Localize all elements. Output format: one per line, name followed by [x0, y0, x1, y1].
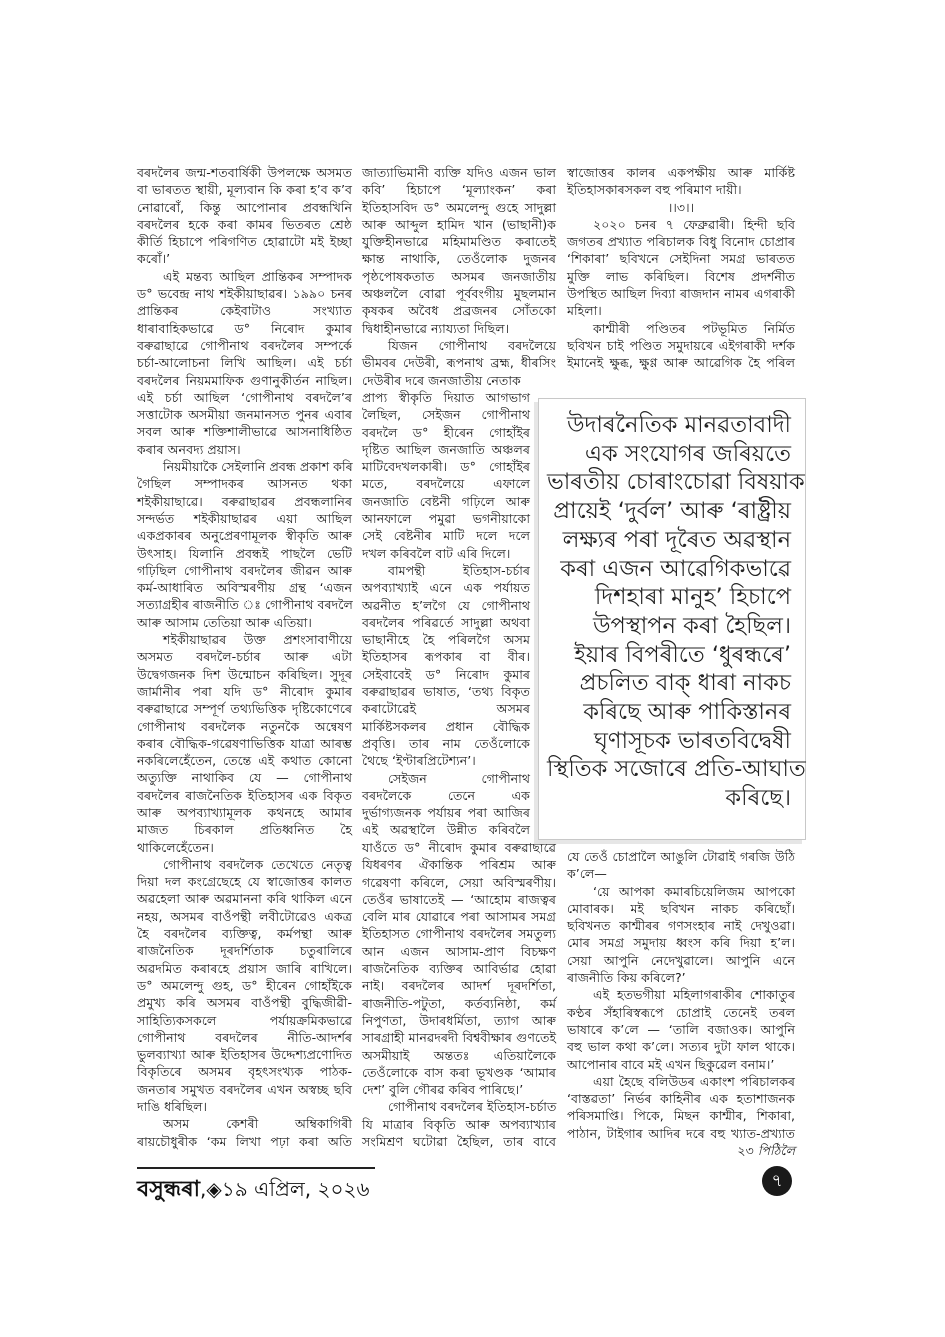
article-text-line: মতে, বৰদলৈয়ে এফালে [362, 476, 530, 492]
article-text-line: মোবাৰক। মই ছবিখন নাকচ কৰিছোঁ। [567, 900, 795, 916]
article-text-line: বৰদলৈ ড° হীৰেন গোহাঁইৰ [362, 424, 530, 440]
article-text-line: ৰাজনীতি কিয় কৰিলে?’ [567, 970, 686, 986]
article-text-line: দুৰ্ভাগ্যজনক পৰ্যায়ৰ পৰা আজিৰ [362, 805, 530, 821]
article-text-line: বৰদলৈৰ ৰাজনৈতিক ইতিহাসৰ এক বিকৃত [137, 787, 352, 803]
article-text-line: ৰায়চৌধুৰীক ‘কম লিখা পঢ়া কৰা অতি [137, 1133, 352, 1149]
article-text-line: বৰদলৈৰ পৰিৱৰ্তে সাদুল্লা অথবা [362, 614, 530, 630]
article-text-line: অৱদমিত কৰাৰহে প্ৰয়াস জাৰি ৰাখিলে। [137, 960, 352, 976]
article-text-line: আনফালে পমুৱা ভগনীয়াকো [362, 511, 530, 527]
article-text-line: পৃষ্ঠপোষকতাত অসমৰ জনজাতীয় [362, 268, 556, 284]
article-text-line: গঢ়িছিল গোপীনাথ বৰদলৈৰ জীৱন আৰু [137, 562, 352, 578]
article-text-line: উৎসাহ। যিলানি প্ৰবন্ধই পাছলৈ ভেটি [137, 545, 352, 561]
article-text-line: ড° ভবেন্দ্ৰ নাথ শইকীয়াছাৱৰ। ১৯৯০ চনৰ [137, 286, 352, 302]
article-text-line: অসম কেশৰী অম্বিকাগিৰী [163, 1116, 352, 1132]
article-text-line: বৰুৱাছাৱে সম্পূৰ্ণ তথ্যভিত্তিক দৃষ্টিকোণেৰে [137, 701, 352, 717]
article-text-line: নিপুণতা, উদাৰধৰ্মিতা, ত্যাগ আৰু [362, 1012, 556, 1028]
article-text-line: মাজত চিৰকাল প্ৰতিধ্বনিত হৈ [137, 822, 352, 838]
continued-label: পিঠিলৈ [757, 1143, 795, 1159]
pull-quote-line: ইয়াৰ বিপৰীতে ‘ধুৰন্ধৰে’ [574, 641, 791, 668]
pull-quote-line: কৰা এজন আৱেগিকভাৱে [560, 555, 791, 582]
article-text-line: ইতিহাসকাৰসকল বহু পৰিমাণ দায়ী। [567, 182, 742, 198]
article-text-line: সেইজন গোপীনাথ [388, 770, 530, 786]
article-text-line: সেই বেষ্টনীৰ মাটি দলে দলে [362, 528, 530, 544]
article-text-line: স্বাজোত্তৰ কালৰ একপক্ষীয় আৰু মাৰ্কিষ্ট [567, 165, 795, 180]
article-text-line: কৰাৰ বৌদ্ধিক-গৱেষণাভিত্তিক যাত্ৰা আৰম্ভ [137, 735, 352, 751]
article-text-line: দৃষ্টিত আছিল জনজাতি অঞ্চলৰ [362, 441, 530, 457]
article-text-line: বৰুৱাছাৱে গোপীনাথ বৰদলৈৰ সম্পৰ্কে [137, 337, 352, 353]
article-text-line: সংমিশ্ৰণ ঘটোৱা হৈছিল, তাৰ বাবে [362, 1134, 556, 1150]
article-text-line: চৰ্চা-আলোচনা লিখি আছিল। এই চৰ্চা [137, 355, 352, 371]
article-text-line: বিকৃতিৰে অসমৰ বৃহৎসংখ্যক পাঠক- [137, 1064, 352, 1080]
article-text-line: ৰাজনীতি-পটুতা, কৰ্তব্যনিষ্ঠা, কৰ্ম [362, 995, 556, 1011]
article-text-line: অসমত বৰদলৈ-চৰ্চাৰ আৰু এটা [137, 649, 352, 665]
article-text-line: শইকীয়াছাৱৰ উক্ত প্ৰশংসাবাণীয়ে [163, 632, 352, 648]
article-text-line: সত্তাটোক অসমীয়া জনমানসত পুনৰ এবাৰ [137, 407, 352, 423]
pull-quote-line: লক্ষ্যৰ পৰা দূৰৈত অৱস্থান [562, 526, 791, 553]
article-text-line: ‘য়ে আপকা কমাৰচিয়েলিজম আপকো [593, 883, 795, 899]
article-text-line: উপস্থিত আছিল দিব্যা ৰাজদান নামৰ এগৰাকী [567, 286, 795, 302]
article-text-line: এই অৱস্থালৈ উন্নীত কৰিবলৈ [362, 822, 530, 838]
footer-divider [137, 1167, 375, 1169]
article-text-line: দখল কৰিবলৈ বাট এৰি দিলে। [362, 545, 511, 561]
article-text-line: ভাষাৰে ক’লে — ‘তালি বজাওক। আপুনি [567, 1021, 795, 1037]
article-text-line: প্ৰাপ্য স্বীকৃতি দিয়াত আগভাগ [362, 390, 530, 405]
article-text-line: সেইবাবেই ড° নিৰোদ কুমাৰ [362, 666, 530, 682]
article-text-line: হৈ বৰদলৈৰ ব্যক্তিত্ব, কৰ্মপন্থা আৰু [137, 926, 352, 942]
article-text-line: এয়া হৈছে বলিউডৰ একাংশ পৰিচালকৰ [593, 1073, 795, 1089]
article-text-line: বা ভাৰতত স্থায়ী, মূল্যবান কি কৰা হ’ব ক’ব [137, 182, 352, 198]
article-text-line: মহিলা। [567, 303, 602, 319]
article-text-line: দাঙি ধৰিছিল। [137, 1099, 207, 1115]
article-text-line: আপোনাৰ বাবে মই এখন ছিকুৱেল বনাম।’ [567, 1056, 775, 1072]
article-text-line: এই মন্তব্য আছিল প্ৰান্তিকৰ সম্পাদক [163, 268, 352, 284]
article-text-line: গোপীনাথ বৰদলৈৰ ইতিহাস-চৰ্চাত [388, 1099, 557, 1115]
article-text-line: সবল আৰু শক্তিশালীভাৱে আসনাধিষ্ঠিত [137, 424, 352, 440]
pull-quote-line: প্ৰচলিত বাক্ ধাৰা নাকচ [579, 670, 791, 697]
article-text-line: যুক্তিহীনভাৱে মহিমামণ্ডিত কৰাতেই [362, 234, 556, 250]
article-text-line: কৰ্ম-আধাৰিত অবিস্মৰণীয় গ্ৰন্থ ‘এজন [137, 580, 352, 596]
article-text-line: সাহিত্যিকসকলে পৰ্যায়ক্ৰমিকভাৱে [137, 1012, 352, 1028]
article-text-line: পৰিসমাপ্তি। পিকে, মিছন কাশ্মীৰ, শিকাৰা, [567, 1108, 795, 1124]
article-text-line: পাঠান, টাইগাৰ আদিৰ দৰে বহু খ্যাত-প্ৰখ্যাত [567, 1125, 795, 1141]
article-column-3-bottom [567, 848, 795, 1159]
footer-separator: ,◈ [199, 1177, 222, 1201]
article-text-line: জাৰ্মানীৰ পৰা যদি ড° নীৰোদ কুমাৰ [137, 683, 352, 699]
article-text-line: বৰদলৈৰ হকে কৰা কামৰ ভিতৰত শ্ৰেষ্ঠ [137, 216, 352, 232]
article-text-line: সন্দৰ্ভত শইকীয়াছাৱৰ এয়া আছিল [137, 510, 352, 526]
article-text-line: প্ৰমুখ্য কৰি অসমৰ বাওঁপন্থী বুদ্ধিজীৱী- [137, 995, 352, 1011]
pull-quote-line: ভাৰতীয় চোৰাংচোৱা বিষয়াক [547, 469, 805, 496]
article-text-line: ।।৩।। [667, 199, 695, 215]
article-text-line: এই চৰ্চা আছিল ‘গোপীনাথ বৰদলৈ’ৰ [137, 389, 352, 405]
article-column-2-middle [362, 389, 530, 839]
article-text-line: ভুলব্যাখ্যা আৰু ইতিহাসৰ উদ্দেশ্যপ্ৰণোদিত [137, 1047, 352, 1063]
article-text-line: বৰুৱাছাৱৰ ভাষাত, ‘তথ্য বিকৃত [362, 684, 530, 700]
article-column-2-bottom [362, 839, 556, 1150]
article-text-line: কণ্ঠৰ সঁহাৰিস্বৰূপে চোপ্ৰাই তেনেই তৰল [567, 1004, 795, 1020]
article-text-line: কবি’ হিচাপে ‘মূল্যাংকন’ কৰা [362, 182, 556, 198]
article-text-line: ৰাজনৈতিক ব্যক্তিৰ আবিৰ্ভাৱ হোৱা [362, 961, 556, 977]
pull-quote-line: ঘৃণাসূচক ভাৰতবিদ্বেষী [594, 727, 791, 754]
article-text-line: ক’লে— [567, 866, 607, 882]
article-text-line: নকৰিলেহেঁতেন, তেন্তে এই কথাত কোনো [137, 753, 352, 769]
article-text-line: উদ্বেগজনক দিশ উন্মোচন কৰিছিল। সুদূৰ [137, 666, 352, 682]
article-text-line: বৰদলৈৰ জন্ম-শতবাৰ্ষিকী উপলক্ষে অসমত [137, 165, 352, 180]
article-text-line: সেয়া আপুনি নেদেখুৱালে। আপুনি এনে [567, 952, 795, 968]
article-text-line: ক্ষান্ত নাথাকি, তেওঁলোক দুজনৰ [362, 251, 556, 267]
article-text-line: ‘বাস্তৱতা’ নিৰ্ভৰ কাহিনীৰ এক হতাশাজনক [567, 1091, 795, 1107]
article-text-line: কাশ্মীৰী পণ্ডিতৰ পটভূমিত নিৰ্মিত [593, 320, 795, 336]
article-text-line: গোপীনাথ বৰদলৈৰ নীতি-আদৰ্শৰ [137, 1029, 352, 1045]
article-text-line: থাকিলেহেঁতেন। [137, 839, 214, 855]
publication-logo: বসুন্ধৰা [137, 1176, 200, 1202]
article-text-line: এই হতভগীয়া মহিলাগৰাকীৰ শোকাতুৰ [593, 987, 795, 1003]
article-text-line: গৱেষণা কৰিলে, সেয়া অবিস্মৰণীয়। [362, 874, 556, 890]
article-text-line: বামপন্থী ইতিহাস-চৰ্চাৰ [388, 562, 530, 578]
issue-date: ১৯ এপ্ৰিল, ২০২৬ [221, 1177, 370, 1201]
article-text-line: ভাছানীহে হৈ পৰিলগৈ অসম [362, 632, 530, 648]
article-text-line: জাত্যাভিমানী ব্যক্তি যদিও এজন ভাল [362, 165, 556, 180]
article-text-line: আৰু আব্দুল হামিদ খান (ভাছানী)ক [362, 216, 556, 232]
article-text-line: সত্যাগ্ৰহীৰ ৰাজনীতি ঃ গোপীনাথ বৰদলৈ [137, 597, 353, 613]
continued-page-number: ২৩ [737, 1143, 754, 1159]
article-text-line: মুক্তি লাভ কৰিছিল। বিশেষ প্ৰদৰ্শনীত [567, 268, 795, 284]
article-text-line: কৰোঁ।’ [137, 251, 171, 267]
article-text-line: নোৱাৰোঁ, কিন্তু আপোনাৰ প্ৰবন্ধখিনি [137, 199, 352, 215]
pull-quote-line: উপস্থাপন কৰা হৈছিল। [593, 612, 791, 639]
article-text-line: গোপীনাথ বৰদলৈক তেখেতে নেতৃত্ব [163, 856, 352, 872]
article-text-line: একপ্ৰকাৰৰ অনুপ্ৰেৰণামূলক স্বীকৃতি আৰু [137, 528, 352, 544]
article-text-line: সাৰগ্ৰাহী মানৱদৰদী বিশ্ববীক্ষাৰ গুণতেই [362, 1030, 556, 1046]
pull-quote-line: স্থিতিক সজোৰে প্ৰতি-আঘাত [547, 756, 806, 783]
article-text-line: ভীমবৰ দেউৰী, ৰূপনাথ ব্ৰহ্ম, ধীৰসিং [362, 355, 556, 371]
article-text-line: ২০২০ চনৰ ৭ ফেব্ৰুৱাৰী। হিন্দী ছবি [593, 216, 795, 232]
article-text-line: যি মাত্ৰাৰ বিকৃতি আৰু অপব্যাখ্যাৰ [362, 1116, 556, 1132]
article-text-line: অপব্যাখ্যাই এনে এক পৰ্যায়ত [362, 580, 530, 596]
article-text-line: বহু ভাল কথা ক’লে। সত্যৰ দুটা ফাল থাকে। [567, 1039, 795, 1055]
article-column-3-top [567, 164, 795, 372]
article-text-line: লৈছিল, সেইজন গোপীনাথ [362, 407, 530, 423]
article-text-line: প্ৰবৃত্তি। তাৰ নাম তেওঁলোকে [362, 735, 530, 751]
article-column-2-top [362, 164, 556, 389]
article-text-line: ইতিহাসত গোপীনাথ বৰদলৈৰ সমতুল্য [362, 926, 556, 942]
article-text-line: বৰদলৈকে তেনে এক [362, 787, 530, 803]
pull-quote-line: দিশহাৰা মানুহ’ হিচাপে [594, 584, 791, 611]
article-text-line: প্ৰান্তিকৰ কেইবাটাও সংখ্যাত [137, 303, 352, 319]
article-text-line: মাটিবেদখলকাৰী। ড° গোহাঁইৰ [362, 459, 530, 475]
pull-quote-line: কৰিছে আৰু পাকিস্তানৰ [583, 699, 791, 726]
article-text-line: ছবিখনত কাশ্মীৰৰ গণসংহাৰ নাই দেখুওৱা। [567, 918, 795, 934]
article-text-line: থৈছে ‘ইণ্টাৰপ্ৰিটেশ্যন’। [362, 753, 476, 769]
article-text-line: জনতাৰ সমুখত বৰদলৈৰ এখন অস্বচ্ছ ছবি [137, 1081, 352, 1097]
article-text-line: ইতিহাসৰ ৰূপকাৰ বা বীৰ। [362, 649, 530, 665]
article-text-line: আৰু অপব্যাখ্যামূলক কথনহে আমাৰ [137, 804, 352, 820]
article-column-1 [137, 164, 352, 1150]
pull-quote-line: উদাৰনৈতিক মানৱতাবাদী [567, 412, 791, 438]
article-text-line: তেওঁলোকে বাস কৰা ভূখণ্ডক ‘আমাৰ [362, 1064, 556, 1080]
article-text-line: যিধৰণৰ ঐকান্তিক পৰিশ্ৰম আৰু [362, 857, 556, 873]
article-text-line: যে তেওঁ চোপ্ৰালৈ আঙুলি টোৱাই গৰজি উঠি [567, 849, 795, 864]
article-text-line: ছবিখন চাই পণ্ডিত সমুদায়ৰে এইগৰাকী দৰ্শক [567, 337, 795, 353]
article-text-line: গোপীনাথ বৰদলৈক নতুনকৈ অন্বেষণ [137, 718, 352, 734]
article-text-line: নাই। বৰদলৈৰ আদৰ্শ দূৰদৰ্শিতা, [362, 978, 556, 994]
article-text-line: ইতিহাসবিদ ড° অমলেন্দু গুহে সাদুল্লা [362, 199, 556, 215]
pull-quote-line: কৰিছে। [725, 785, 791, 812]
article-text-line: ড° অমলেন্দু গুহ, ড° হীৰেন গোহাঁইকে [137, 977, 352, 993]
article-text-line: ৰাজনৈতিক দূৰদৰ্শিতাক চতুৰালিৰে [137, 943, 352, 959]
page-number-badge: ৭ [762, 1166, 792, 1196]
article-text-line: শইকীয়াছাৱে। বৰুৱাছাৱৰ প্ৰবন্ধলানিৰ [137, 493, 352, 509]
article-text-line: কীৰ্তি হিচাপে পৰিগণিত হোৱাটো মই ইচ্ছা [137, 234, 352, 250]
pull-quote-line: এক সংযোগৰ জৰিয়তে [584, 440, 791, 467]
article-text-line: দেশ’ বুলি গৌৰৱ কৰিব পাৰিছে।’ [362, 1082, 524, 1098]
page-footer [137, 1172, 370, 1209]
article-text-line: নহয়, অসমৰ বাওঁপন্থী লবীটোৱেও একত্ৰ [137, 908, 352, 924]
article-text-line: কৃষকৰ অবৈধ প্ৰব্ৰজনৰ সোঁতকো [362, 303, 556, 319]
article-text-line: জগতৰ প্ৰখ্যাত পৰিচালক বিধু বিনোদ চোপ্ৰাৰ [567, 234, 795, 250]
article-text-line: তেওঁৰ ভাষাতেই — ‘আহোম ৰাজত্বৰ [362, 891, 556, 907]
article-text-line: ‘শিকাৰা’ ছবিখনে সেইদিনা সমগ্ৰ ভাৰতত [567, 251, 795, 267]
article-text-line: অৱনীত হ’লগৈ যে গোপীনাথ [362, 597, 530, 613]
article-text-line: অঞ্চললৈ বোৱা পূৰ্ববংগীয় মুছলমান [362, 286, 556, 302]
pull-quote-box [538, 398, 806, 840]
article-text-line: গৈছিল সম্পাদকৰ আসনত থকা [137, 476, 352, 492]
article-text-line: দেউৰীৰ দৰে জনজাতীয় নেতাক [362, 372, 521, 388]
article-text-line: মাৰ্কিষ্টসকলৰ প্ৰধান বৌদ্ধিক [362, 718, 530, 734]
article-text-line: অসমীয়াই অন্ততঃ এতিয়ালৈকে [362, 1047, 556, 1063]
article-text-line: কৰাটোৱেই অসমৰ [362, 701, 530, 717]
article-text-line: বেলি মাৰ যোৱাৰে পৰা আসামৰ সমগ্ৰ [362, 909, 556, 925]
article-text-line: বৰদলৈৰ নিয়মমাফিক গুণানুকীৰ্তন নাছিল। [137, 372, 352, 388]
article-text-line: দ্বিধাহীনভাৱে ন্যায্যতা দিছিল। [362, 320, 510, 336]
pull-quote-line: প্ৰায়েই ‘দুৰ্বল’ আৰু ‘ৰাষ্ট্ৰীয় [553, 498, 791, 525]
article-text-line: ইমানেই ক্ষুব্ধ, ক্ষুণ্ণ আৰু আৱেগিক হৈ পৰিল [567, 355, 795, 371]
article-text-line: আন এজন আসাম-প্ৰাণ বিচক্ষণ [362, 943, 556, 959]
article-text-line: যিজন গোপীনাথ বৰদলৈয়ে [388, 337, 556, 353]
article-text-line: দিয়া দল কংগ্ৰেছেহে যে স্বাজোত্তৰ কালত [137, 874, 352, 890]
continued-on-page [567, 1142, 795, 1159]
article-text-line: জনজাতি বেষ্টনী গঢ়িলে আৰু [362, 493, 530, 509]
article-text-line: অৱহেলা আৰু অৱমাননা কৰি থাকিল এনে [137, 891, 352, 907]
article-text-line: কৰাৰ অনবদ্য প্ৰয়াস। [137, 441, 241, 457]
article-text-line: আৰু আসাম তেতিয়া আৰু এতিয়া। [137, 614, 312, 630]
article-text-line: ধাৰাবাহিকভাৱে ড° নিৰোদ কুমাৰ [137, 320, 352, 336]
article-text-line: অত্যুক্তি নাথাকিব যে — গোপীনাথ [137, 770, 352, 786]
article-text-line: মোৰ সমগ্ৰ সমুদায় ধ্বংস কৰি দিয়া হ’ল। [567, 935, 795, 951]
article-text-line: যাওঁতে ড° নীৰোদ কুমাৰ বৰুৱাছাৱে [362, 840, 556, 855]
article-text-line: নিয়মীয়াকৈ সেইলানি প্ৰবন্ধ প্ৰকাশ কৰি [163, 459, 353, 475]
